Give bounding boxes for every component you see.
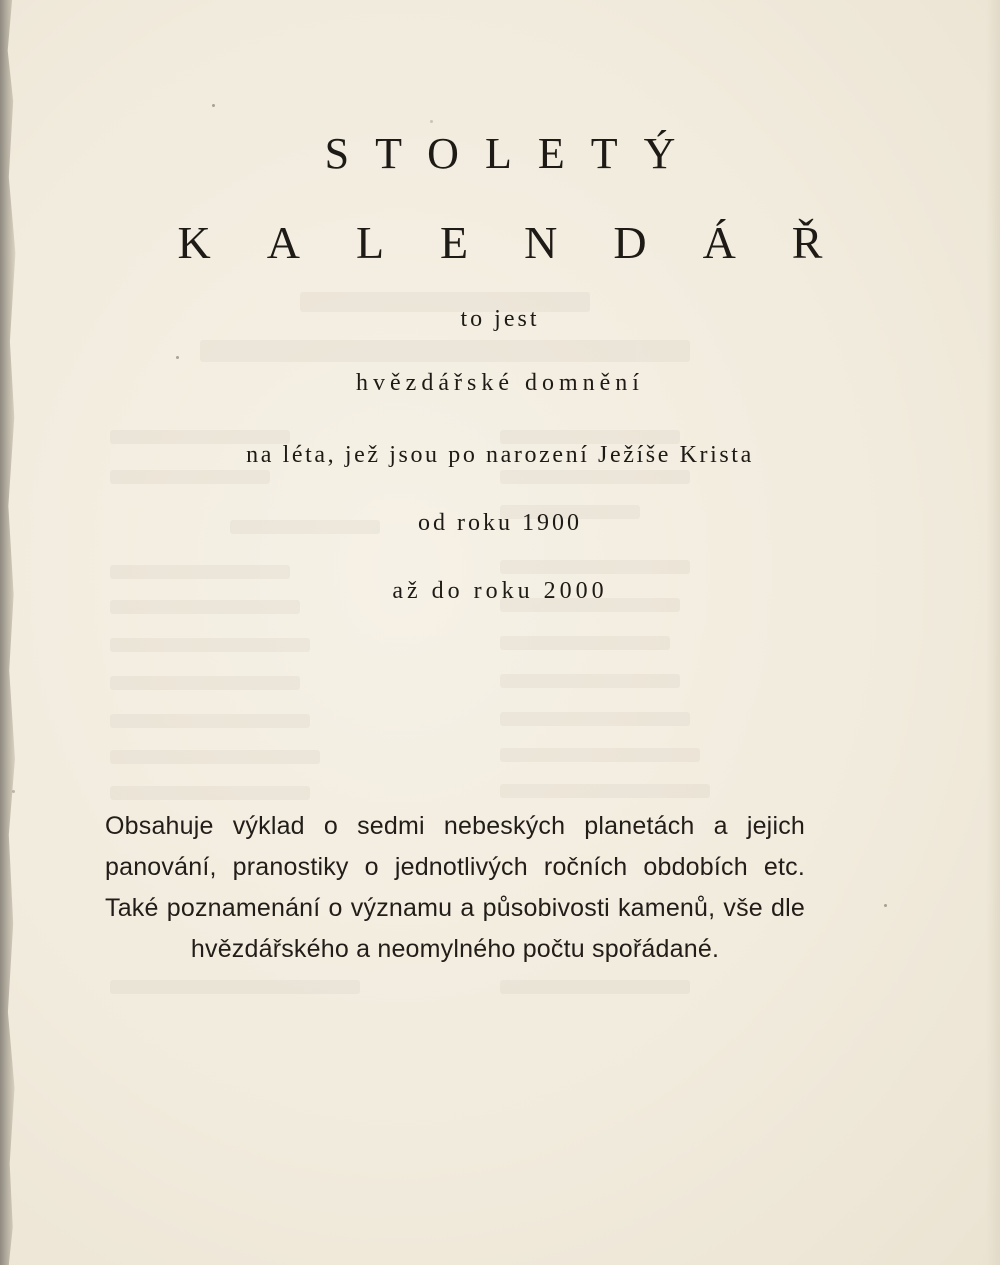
subtitle-line-2: hvězdářské domnění xyxy=(356,370,644,396)
subtitle-line-5: až do roku 2000 xyxy=(392,578,608,604)
subtitle-line-1: to jest xyxy=(460,306,540,332)
subtitle-line-3: na léta, jež jsou po narození Ježíše Krista xyxy=(246,442,754,468)
torn-page-edge xyxy=(0,0,22,1265)
page-edge-shadow xyxy=(986,0,1000,1265)
subtitle-line-4: od roku 1900 xyxy=(418,510,582,536)
title-line-2: KALENDÁŘ xyxy=(177,217,879,268)
title-line-1: STOLETÝ xyxy=(324,129,702,178)
description-paragraph: Obsahuje výklad o sedmi nebeských planetách a jejich panování, pranostiky o jednotlivých ročních obdobích etc. Také poznamenání o významu a působivosti kamenů, vše dle hvězdářského a neomylného počtu spořádané. xyxy=(105,812,805,963)
